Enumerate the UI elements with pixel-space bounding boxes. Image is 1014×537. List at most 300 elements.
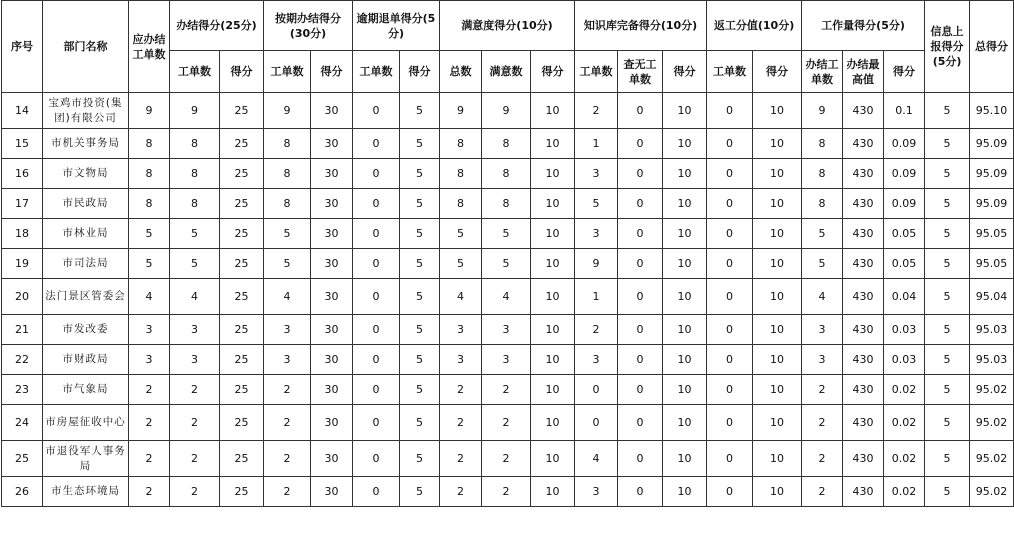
cell-k-score: 10 bbox=[663, 249, 707, 279]
cell-should: 8 bbox=[129, 189, 170, 219]
cell-r-count: 0 bbox=[707, 315, 753, 345]
cell-w-done: 4 bbox=[802, 279, 843, 315]
cell-dept: 法门景区管委会 bbox=[43, 279, 129, 315]
cell-o-score: 30 bbox=[311, 189, 353, 219]
cell-o-score: 30 bbox=[311, 159, 353, 189]
cell-w-score: 0.09 bbox=[884, 159, 925, 189]
cell-w-score: 0.02 bbox=[884, 375, 925, 405]
cell-report: 5 bbox=[925, 345, 970, 375]
sub-d-score: 得分 bbox=[400, 51, 440, 93]
table-row bbox=[2, 159, 1014, 189]
cell-r-score: 10 bbox=[753, 189, 802, 219]
cell-d-count: 0 bbox=[353, 441, 400, 477]
sub-d-count: 工单数 bbox=[353, 51, 400, 93]
cell-o-score: 30 bbox=[311, 279, 353, 315]
cell-r-count: 0 bbox=[707, 159, 753, 189]
cell-c-score: 25 bbox=[220, 441, 264, 477]
cell-c-score: 25 bbox=[220, 477, 264, 507]
table-row bbox=[2, 279, 1014, 315]
cell-c-score: 25 bbox=[220, 93, 264, 129]
col-workload: 工作量得分(5分) bbox=[802, 1, 925, 51]
cell-should: 4 bbox=[129, 279, 170, 315]
cell-o-count: 2 bbox=[264, 477, 311, 507]
table-row bbox=[2, 93, 1014, 129]
cell-k-count: 5 bbox=[575, 189, 618, 219]
sub-r-count: 工单数 bbox=[707, 51, 753, 93]
cell-w-max: 430 bbox=[843, 249, 884, 279]
cell-w-max: 430 bbox=[843, 189, 884, 219]
col-ontime: 按期办结得分(30分) bbox=[264, 1, 353, 51]
sub-w-done: 办结工单数 bbox=[802, 51, 843, 93]
cell-c-score: 25 bbox=[220, 315, 264, 345]
cell-w-max: 430 bbox=[843, 129, 884, 159]
cell-k-count: 9 bbox=[575, 249, 618, 279]
cell-r-count: 0 bbox=[707, 129, 753, 159]
cell-c-score: 25 bbox=[220, 405, 264, 441]
cell-r-count: 0 bbox=[707, 441, 753, 477]
cell-k-none: 0 bbox=[618, 441, 663, 477]
cell-d-score: 5 bbox=[400, 249, 440, 279]
cell-dept: 市民政局 bbox=[43, 189, 129, 219]
cell-w-done: 3 bbox=[802, 315, 843, 345]
cell-s-score: 10 bbox=[531, 93, 575, 129]
cell-s-score: 10 bbox=[531, 249, 575, 279]
cell-report: 5 bbox=[925, 249, 970, 279]
cell-w-done: 2 bbox=[802, 441, 843, 477]
cell-r-count: 0 bbox=[707, 93, 753, 129]
cell-c-count: 2 bbox=[170, 375, 220, 405]
cell-dept: 市机关事务局 bbox=[43, 129, 129, 159]
cell-w-max: 430 bbox=[843, 405, 884, 441]
cell-c-count: 8 bbox=[170, 159, 220, 189]
cell-d-score: 5 bbox=[400, 279, 440, 315]
table-row bbox=[2, 219, 1014, 249]
cell-d-score: 5 bbox=[400, 189, 440, 219]
cell-s-total: 3 bbox=[440, 315, 482, 345]
cell-total: 95.02 bbox=[970, 477, 1014, 507]
cell-d-count: 0 bbox=[353, 279, 400, 315]
cell-total: 95.05 bbox=[970, 249, 1014, 279]
cell-report: 5 bbox=[925, 159, 970, 189]
cell-r-score: 10 bbox=[753, 375, 802, 405]
cell-k-none: 0 bbox=[618, 159, 663, 189]
cell-d-score: 5 bbox=[400, 129, 440, 159]
cell-k-score: 10 bbox=[663, 159, 707, 189]
cell-should: 2 bbox=[129, 477, 170, 507]
cell-seq: 25 bbox=[2, 441, 43, 477]
cell-d-count: 0 bbox=[353, 405, 400, 441]
cell-seq: 14 bbox=[2, 93, 43, 129]
cell-total: 95.02 bbox=[970, 375, 1014, 405]
cell-s-total: 4 bbox=[440, 279, 482, 315]
cell-c-score: 25 bbox=[220, 129, 264, 159]
cell-w-score: 0.09 bbox=[884, 189, 925, 219]
sub-o-count: 工单数 bbox=[264, 51, 311, 93]
cell-w-max: 430 bbox=[843, 315, 884, 345]
cell-k-count: 3 bbox=[575, 345, 618, 375]
cell-should: 2 bbox=[129, 405, 170, 441]
cell-r-count: 0 bbox=[707, 219, 753, 249]
cell-dept: 市气象局 bbox=[43, 375, 129, 405]
cell-total: 95.03 bbox=[970, 345, 1014, 375]
cell-k-none: 0 bbox=[618, 129, 663, 159]
cell-report: 5 bbox=[925, 129, 970, 159]
cell-w-score: 0.09 bbox=[884, 129, 925, 159]
cell-o-score: 30 bbox=[311, 405, 353, 441]
cell-s-total: 8 bbox=[440, 129, 482, 159]
cell-c-count: 2 bbox=[170, 477, 220, 507]
cell-r-score: 10 bbox=[753, 129, 802, 159]
cell-report: 5 bbox=[925, 477, 970, 507]
score-table bbox=[1, 0, 1014, 507]
cell-w-max: 430 bbox=[843, 93, 884, 129]
col-satisfaction: 满意度得分(10分) bbox=[440, 1, 575, 51]
cell-d-score: 5 bbox=[400, 375, 440, 405]
cell-s-score: 10 bbox=[531, 315, 575, 345]
cell-o-count: 8 bbox=[264, 129, 311, 159]
cell-s-count: 3 bbox=[482, 315, 531, 345]
sub-c-count: 工单数 bbox=[170, 51, 220, 93]
cell-should: 2 bbox=[129, 375, 170, 405]
cell-k-none: 0 bbox=[618, 189, 663, 219]
cell-dept: 市林业局 bbox=[43, 219, 129, 249]
cell-w-max: 430 bbox=[843, 441, 884, 477]
cell-s-total: 2 bbox=[440, 375, 482, 405]
cell-c-score: 25 bbox=[220, 375, 264, 405]
cell-c-count: 2 bbox=[170, 405, 220, 441]
table-row bbox=[2, 189, 1014, 219]
cell-dept: 市财政局 bbox=[43, 345, 129, 375]
cell-should: 9 bbox=[129, 93, 170, 129]
cell-d-score: 5 bbox=[400, 159, 440, 189]
cell-w-max: 430 bbox=[843, 375, 884, 405]
cell-d-count: 0 bbox=[353, 375, 400, 405]
cell-o-count: 5 bbox=[264, 249, 311, 279]
cell-s-count: 8 bbox=[482, 159, 531, 189]
cell-o-count: 5 bbox=[264, 219, 311, 249]
cell-c-count: 4 bbox=[170, 279, 220, 315]
cell-s-score: 10 bbox=[531, 477, 575, 507]
cell-k-count: 0 bbox=[575, 405, 618, 441]
cell-d-score: 5 bbox=[400, 441, 440, 477]
cell-w-score: 0.04 bbox=[884, 279, 925, 315]
cell-o-score: 30 bbox=[311, 129, 353, 159]
cell-dept: 宝鸡市投资(集团)有限公司 bbox=[43, 93, 129, 129]
cell-d-count: 0 bbox=[353, 93, 400, 129]
cell-dept: 市文物局 bbox=[43, 159, 129, 189]
cell-o-score: 30 bbox=[311, 477, 353, 507]
cell-seq: 18 bbox=[2, 219, 43, 249]
cell-r-count: 0 bbox=[707, 279, 753, 315]
cell-seq: 17 bbox=[2, 189, 43, 219]
cell-seq: 16 bbox=[2, 159, 43, 189]
cell-c-count: 8 bbox=[170, 129, 220, 159]
header-row bbox=[2, 1, 1014, 51]
cell-s-count: 5 bbox=[482, 219, 531, 249]
table-row bbox=[2, 375, 1014, 405]
cell-r-score: 10 bbox=[753, 249, 802, 279]
sub-k-score: 得分 bbox=[663, 51, 707, 93]
cell-s-score: 10 bbox=[531, 159, 575, 189]
cell-c-count: 2 bbox=[170, 441, 220, 477]
cell-o-score: 30 bbox=[311, 315, 353, 345]
cell-should: 2 bbox=[129, 441, 170, 477]
cell-dept: 市退役军人事务局 bbox=[43, 441, 129, 477]
cell-d-count: 0 bbox=[353, 219, 400, 249]
cell-s-total: 5 bbox=[440, 249, 482, 279]
cell-d-count: 0 bbox=[353, 159, 400, 189]
cell-total: 95.03 bbox=[970, 315, 1014, 345]
cell-w-done: 3 bbox=[802, 345, 843, 375]
cell-s-score: 10 bbox=[531, 189, 575, 219]
col-total: 总得分 bbox=[970, 1, 1014, 93]
cell-k-score: 10 bbox=[663, 279, 707, 315]
cell-k-score: 10 bbox=[663, 477, 707, 507]
col-rework: 返工分值(10分) bbox=[707, 1, 802, 51]
cell-report: 5 bbox=[925, 441, 970, 477]
cell-c-score: 25 bbox=[220, 279, 264, 315]
cell-dept: 市房屋征收中心 bbox=[43, 405, 129, 441]
cell-s-total: 2 bbox=[440, 405, 482, 441]
cell-s-total: 8 bbox=[440, 189, 482, 219]
cell-seq: 26 bbox=[2, 477, 43, 507]
cell-report: 5 bbox=[925, 279, 970, 315]
cell-k-none: 0 bbox=[618, 279, 663, 315]
cell-s-score: 10 bbox=[531, 279, 575, 315]
cell-w-done: 8 bbox=[802, 159, 843, 189]
cell-should: 8 bbox=[129, 159, 170, 189]
cell-k-count: 1 bbox=[575, 279, 618, 315]
cell-d-score: 5 bbox=[400, 93, 440, 129]
cell-s-total: 2 bbox=[440, 477, 482, 507]
cell-report: 5 bbox=[925, 219, 970, 249]
sub-w-score: 得分 bbox=[884, 51, 925, 93]
cell-w-score: 0.1 bbox=[884, 93, 925, 129]
cell-c-count: 3 bbox=[170, 315, 220, 345]
cell-total: 95.09 bbox=[970, 129, 1014, 159]
cell-c-count: 8 bbox=[170, 189, 220, 219]
cell-d-score: 5 bbox=[400, 477, 440, 507]
cell-s-count: 2 bbox=[482, 477, 531, 507]
cell-total: 95.09 bbox=[970, 159, 1014, 189]
cell-w-score: 0.03 bbox=[884, 315, 925, 345]
cell-w-done: 8 bbox=[802, 129, 843, 159]
cell-k-count: 0 bbox=[575, 375, 618, 405]
cell-total: 95.04 bbox=[970, 279, 1014, 315]
cell-o-count: 2 bbox=[264, 441, 311, 477]
cell-r-score: 10 bbox=[753, 159, 802, 189]
cell-total: 95.02 bbox=[970, 405, 1014, 441]
cell-w-done: 2 bbox=[802, 375, 843, 405]
cell-s-count: 8 bbox=[482, 189, 531, 219]
cell-report: 5 bbox=[925, 315, 970, 345]
table-row bbox=[2, 441, 1014, 477]
cell-seq: 20 bbox=[2, 279, 43, 315]
col-should: 应办结工单数 bbox=[129, 1, 170, 93]
cell-c-count: 9 bbox=[170, 93, 220, 129]
cell-k-score: 10 bbox=[663, 219, 707, 249]
table-row bbox=[2, 345, 1014, 375]
cell-k-count: 3 bbox=[575, 159, 618, 189]
cell-d-count: 0 bbox=[353, 315, 400, 345]
cell-r-score: 10 bbox=[753, 441, 802, 477]
cell-w-score: 0.05 bbox=[884, 219, 925, 249]
sub-c-score: 得分 bbox=[220, 51, 264, 93]
cell-k-none: 0 bbox=[618, 405, 663, 441]
cell-total: 95.02 bbox=[970, 441, 1014, 477]
cell-w-score: 0.02 bbox=[884, 477, 925, 507]
cell-d-score: 5 bbox=[400, 345, 440, 375]
cell-w-done: 8 bbox=[802, 189, 843, 219]
cell-k-none: 0 bbox=[618, 315, 663, 345]
cell-k-score: 10 bbox=[663, 189, 707, 219]
cell-total: 95.09 bbox=[970, 189, 1014, 219]
col-completed: 办结得分(25分) bbox=[170, 1, 264, 51]
cell-o-count: 2 bbox=[264, 375, 311, 405]
sub-s-total: 总数 bbox=[440, 51, 482, 93]
col-overdue: 逾期退单得分(5分) bbox=[353, 1, 440, 51]
cell-should: 3 bbox=[129, 315, 170, 345]
cell-w-max: 430 bbox=[843, 345, 884, 375]
cell-w-max: 430 bbox=[843, 279, 884, 315]
cell-seq: 15 bbox=[2, 129, 43, 159]
cell-r-score: 10 bbox=[753, 477, 802, 507]
cell-d-count: 0 bbox=[353, 477, 400, 507]
cell-r-score: 10 bbox=[753, 93, 802, 129]
cell-c-score: 25 bbox=[220, 345, 264, 375]
cell-c-score: 25 bbox=[220, 159, 264, 189]
cell-w-max: 430 bbox=[843, 477, 884, 507]
cell-s-total: 3 bbox=[440, 345, 482, 375]
cell-k-none: 0 bbox=[618, 477, 663, 507]
cell-s-count: 8 bbox=[482, 129, 531, 159]
cell-k-score: 10 bbox=[663, 375, 707, 405]
cell-s-score: 10 bbox=[531, 441, 575, 477]
cell-s-score: 10 bbox=[531, 219, 575, 249]
cell-r-count: 0 bbox=[707, 189, 753, 219]
cell-r-count: 0 bbox=[707, 405, 753, 441]
cell-k-score: 10 bbox=[663, 315, 707, 345]
cell-o-count: 2 bbox=[264, 405, 311, 441]
cell-s-count: 5 bbox=[482, 249, 531, 279]
col-kb: 知识库完备得分(10分) bbox=[575, 1, 707, 51]
cell-k-score: 10 bbox=[663, 129, 707, 159]
cell-s-score: 10 bbox=[531, 129, 575, 159]
sub-r-score: 得分 bbox=[753, 51, 802, 93]
col-report: 信息上报得分(5分) bbox=[925, 1, 970, 93]
cell-k-score: 10 bbox=[663, 405, 707, 441]
cell-c-score: 25 bbox=[220, 219, 264, 249]
cell-r-score: 10 bbox=[753, 315, 802, 345]
cell-dept: 市生态环境局 bbox=[43, 477, 129, 507]
cell-o-score: 30 bbox=[311, 249, 353, 279]
cell-w-score: 0.05 bbox=[884, 249, 925, 279]
cell-c-score: 25 bbox=[220, 189, 264, 219]
cell-o-score: 30 bbox=[311, 93, 353, 129]
col-seq: 序号 bbox=[2, 1, 43, 93]
sub-s-score: 得分 bbox=[531, 51, 575, 93]
cell-seq: 24 bbox=[2, 405, 43, 441]
cell-o-count: 4 bbox=[264, 279, 311, 315]
cell-o-score: 30 bbox=[311, 219, 353, 249]
cell-s-total: 8 bbox=[440, 159, 482, 189]
cell-s-count: 3 bbox=[482, 345, 531, 375]
cell-should: 5 bbox=[129, 249, 170, 279]
cell-k-none: 0 bbox=[618, 249, 663, 279]
cell-s-count: 2 bbox=[482, 405, 531, 441]
sub-w-max: 办结最高值 bbox=[843, 51, 884, 93]
cell-o-count: 3 bbox=[264, 315, 311, 345]
cell-seq: 23 bbox=[2, 375, 43, 405]
cell-o-count: 9 bbox=[264, 93, 311, 129]
table-row bbox=[2, 315, 1014, 345]
cell-dept: 市发改委 bbox=[43, 315, 129, 345]
cell-k-score: 10 bbox=[663, 345, 707, 375]
cell-s-count: 2 bbox=[482, 375, 531, 405]
cell-c-count: 3 bbox=[170, 345, 220, 375]
cell-w-max: 430 bbox=[843, 159, 884, 189]
cell-should: 5 bbox=[129, 219, 170, 249]
cell-k-none: 0 bbox=[618, 93, 663, 129]
cell-report: 5 bbox=[925, 189, 970, 219]
cell-r-score: 10 bbox=[753, 219, 802, 249]
cell-k-count: 2 bbox=[575, 93, 618, 129]
table-row bbox=[2, 129, 1014, 159]
cell-o-score: 30 bbox=[311, 345, 353, 375]
cell-k-score: 10 bbox=[663, 441, 707, 477]
cell-o-count: 8 bbox=[264, 189, 311, 219]
cell-d-count: 0 bbox=[353, 249, 400, 279]
cell-dept: 市司法局 bbox=[43, 249, 129, 279]
cell-k-none: 0 bbox=[618, 219, 663, 249]
cell-s-score: 10 bbox=[531, 345, 575, 375]
cell-d-score: 5 bbox=[400, 315, 440, 345]
cell-should: 8 bbox=[129, 129, 170, 159]
cell-w-done: 5 bbox=[802, 219, 843, 249]
cell-seq: 21 bbox=[2, 315, 43, 345]
sub-o-score: 得分 bbox=[311, 51, 353, 93]
cell-k-count: 2 bbox=[575, 315, 618, 345]
cell-o-count: 3 bbox=[264, 345, 311, 375]
cell-seq: 22 bbox=[2, 345, 43, 375]
cell-o-count: 8 bbox=[264, 159, 311, 189]
cell-d-score: 5 bbox=[400, 405, 440, 441]
cell-o-score: 30 bbox=[311, 375, 353, 405]
cell-s-score: 10 bbox=[531, 405, 575, 441]
cell-w-score: 0.02 bbox=[884, 405, 925, 441]
cell-r-count: 0 bbox=[707, 375, 753, 405]
cell-k-score: 10 bbox=[663, 93, 707, 129]
cell-o-score: 30 bbox=[311, 441, 353, 477]
cell-s-count: 4 bbox=[482, 279, 531, 315]
cell-report: 5 bbox=[925, 375, 970, 405]
cell-d-count: 0 bbox=[353, 189, 400, 219]
cell-seq: 19 bbox=[2, 249, 43, 279]
cell-w-score: 0.03 bbox=[884, 345, 925, 375]
cell-s-total: 2 bbox=[440, 441, 482, 477]
cell-r-score: 10 bbox=[753, 345, 802, 375]
cell-should: 3 bbox=[129, 345, 170, 375]
cell-c-score: 25 bbox=[220, 249, 264, 279]
cell-s-count: 9 bbox=[482, 93, 531, 129]
cell-d-count: 0 bbox=[353, 345, 400, 375]
col-dept: 部门名称 bbox=[43, 1, 129, 93]
cell-total: 95.05 bbox=[970, 219, 1014, 249]
cell-w-max: 430 bbox=[843, 219, 884, 249]
cell-c-count: 5 bbox=[170, 249, 220, 279]
cell-r-count: 0 bbox=[707, 345, 753, 375]
cell-r-count: 0 bbox=[707, 249, 753, 279]
